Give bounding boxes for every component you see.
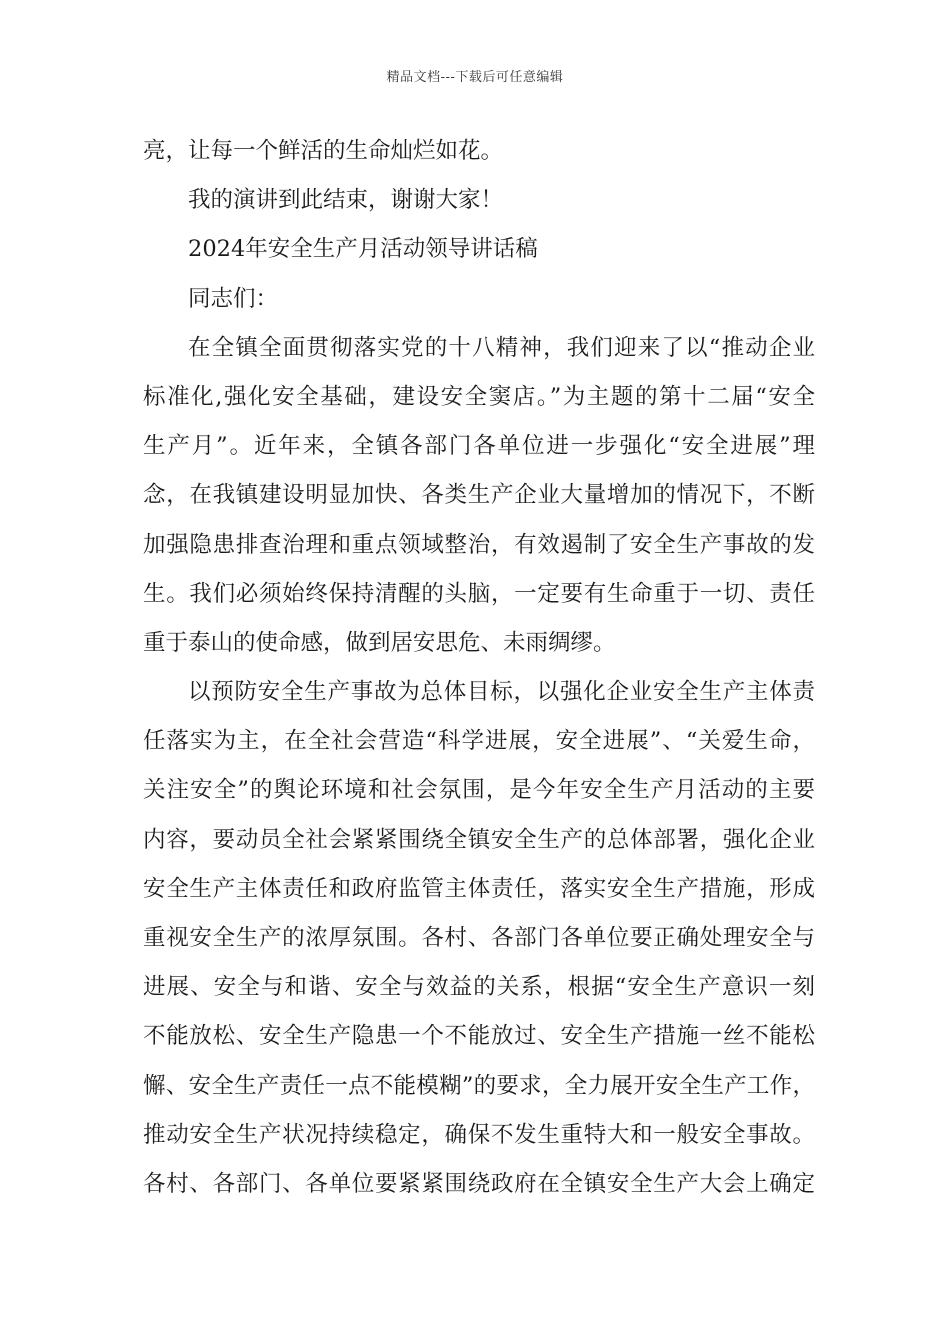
text-line: 懈、安全生产责任一点不能模糊”的要求，全力展开安全生产工作， — [143, 1072, 815, 1099]
text-line: 重视安全生产的浓厚氛围。各村、各部门各单位要正确处理安全与 — [143, 925, 815, 951]
text-line: 生。我们必须始终保持清醒的头脑，一定要有生命重于一切、责任 — [143, 580, 815, 607]
text-line: 推动安全生产状况持续稳定，确保不发生重特大和一般安全事故。 — [143, 1121, 815, 1148]
text-line: 重于泰山的使命感，做到居安思危、未雨绸缪。 — [143, 629, 616, 656]
text-line: 关注安全”的舆论环境和社会氛围，是今年安全生产月活动的主要 — [143, 777, 815, 804]
page-header: 精品文档---下载后可任意编辑 — [386, 70, 564, 85]
text-line: 2024年安全生产月活动领导讲话稿 — [188, 236, 538, 263]
text-line: 各村、各部门、各单位要紧紧围绕政府在全镇安全生产大会上确定 — [143, 1170, 815, 1197]
text-line: 安全生产主体责任和政府监管主体责任，落实安全生产措施，形成 — [143, 875, 815, 902]
text-line: 念，在我镇建设明显加快、各类生产企业大量增加的情况下，不断 — [143, 482, 815, 509]
document-body — [143, 127, 815, 1209]
text-line: 内容，要动员全社会紧紧围绕全镇安全生产的总体部署，强化企业 — [143, 826, 815, 853]
text-line: 生产月”。近年来，全镇各部门各单位进一步强化“安全进展”理 — [143, 433, 815, 460]
text-line: 标准化,强化安全基础，建设安全窦店。”为主题的第十二届“安全 — [143, 383, 815, 410]
text-line: 任落实为主，在全社会营造“科学进展，安全进展”、“关爱生命， — [143, 728, 815, 755]
text-line: 我的演讲到此结束，谢谢大家！ — [188, 187, 504, 214]
text-line: 以预防安全生产事故为总体目标，以强化企业安全生产主体责 — [188, 679, 815, 706]
text-line: 进展、安全与和谐、安全与效益的关系，根据“安全生产意识一刻 — [143, 974, 815, 1001]
text-line: 加强隐患排查治理和重点领域整治，有效遏制了安全生产事故的发 — [143, 531, 815, 558]
text-line: 亮，让每一个鲜活的生命灿烂如花。 — [143, 138, 504, 164]
text-line: 在全镇全面贯彻落实党的十八精神，我们迎来了以“推动企业 — [188, 334, 815, 361]
text-line: 同志们： — [188, 285, 279, 312]
text-line: 不能放松、安全生产隐患一个不能放过、安全生产措施一丝不能松 — [143, 1023, 815, 1050]
